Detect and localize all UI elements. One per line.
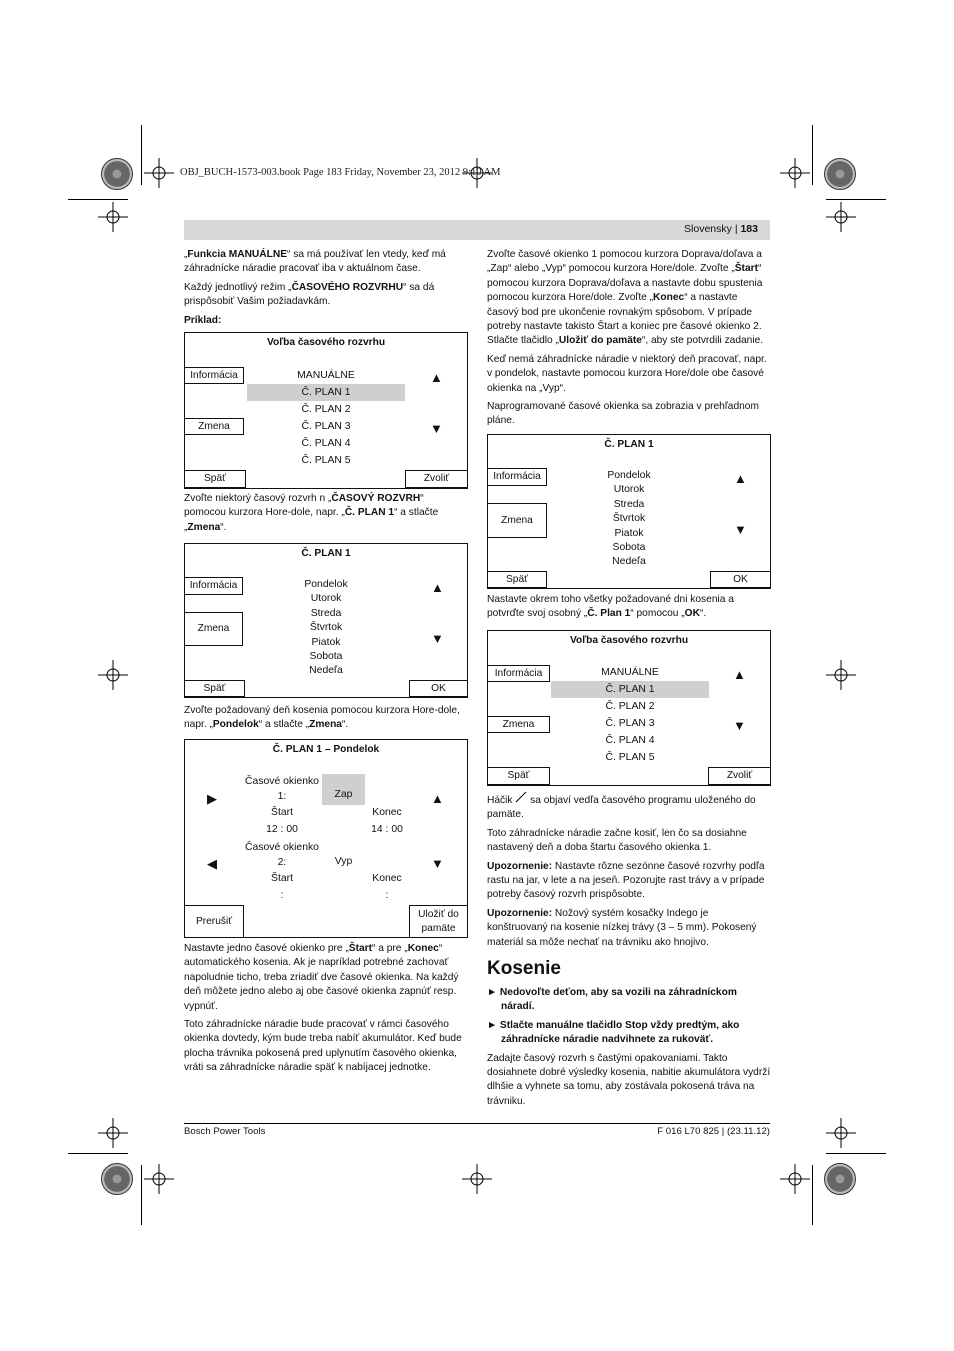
left-column-text-2 [184,492,468,539]
crop-mark-icon [780,1164,810,1194]
schedule-item[interactable]: Č. PLAN 3 [301,421,351,432]
info-button[interactable]: Informácia [184,577,243,595]
left-column-text-4 [184,942,468,1080]
paragraph: Toto záhradnícke náradie začne kosiť, len čo sa dosiahne nastavený deň a doba štartu časového okienka 1. [487,827,747,854]
window2-label: Časové okienko 2: [245,842,319,868]
ok-button[interactable]: OK [409,680,468,697]
arrow-up-icon[interactable]: ▲ [431,791,444,806]
end-label: Konec [372,807,402,818]
schedule-item[interactable]: Č. PLAN 4 [301,438,351,449]
trim-line [826,199,886,200]
paragraph: Zadajte časový rozvrh s častými opakovaniami. Takto dosiahnete dobré výsledky kosenia, nabitie akumulátora vydrží dlhšie a vyhnete sa tomu, aby zostávala pokosená tráva na trávniku. [487,1052,771,1107]
day-item[interactable]: Utorok [310,593,342,605]
arrow-down-icon[interactable]: ▼ [430,421,443,436]
paragraph: Upozornenie: Nožový systém kosačky Indego je konštruovaný na kosenie nízkej trávy (3 – 5 mm). Pokosený materiál sa môže nechať na trávniku ako hnojivo. [487,907,757,948]
change-button[interactable]: Zmena [487,503,547,538]
crop-mark-icon [98,202,128,232]
day-item[interactable]: Streda [613,498,645,510]
crop-mark-icon [144,158,174,188]
crop-mark-icon [462,1164,492,1194]
back-button[interactable]: Späť [487,571,547,588]
screen-day-time-windows [184,739,468,938]
day-item[interactable]: Streda [310,607,342,619]
back-button[interactable]: Späť [184,680,245,697]
crop-mark-icon [826,202,856,232]
back-button[interactable]: Späť [184,470,246,488]
registration-seal-icon [824,158,856,190]
screen-plan-days [184,543,468,698]
warning-item: ► Nedovoľte deťom, aby sa vozili na záhradníckom náradí. [487,987,737,1013]
paragraph: Zvoľte niektorý časový rozvrh n „ČASOVÝ ROZVRH“ pomocou kurzora Hore-dole, napr. „Č. PLAN 1“ a stlačte „Zmena“. [184,493,439,533]
select-button[interactable]: Zvoliť [405,470,468,488]
arrow-down-icon[interactable]: ▼ [734,522,747,537]
schedule-item[interactable]: MANUÁLNE [601,667,659,678]
book-header: OBJ_BUCH-1573-003.book Page 183 Friday, November 23, 2012 9:10 AM [180,167,501,178]
screen-title: Voľba časového rozvrhu [569,635,689,646]
start-time-2[interactable]: : [280,890,284,901]
arrow-up-icon[interactable]: ▲ [431,580,444,595]
crop-mark-icon [144,1164,174,1194]
paragraph: Nastavte jedno časové okienko pre „Štart“ a pre „Konec“ automatického kosenia. Ak je napríklad potrebné zachovať napoludnie ticho, treba zriadiť dve časové okienka. Na každý deň môžete jedno alebo aj obe časové okienka zapnúť resp. vypnúť. [184,943,459,1012]
day-item[interactable]: Piatok [311,636,341,648]
footer-left: Bosch Power Tools [184,1126,266,1137]
arrow-right-icon[interactable]: ▶ [207,791,217,806]
schedule-item[interactable]: Č. PLAN 3 [605,718,655,729]
day-item[interactable]: Pondelok [607,470,651,481]
arrow-up-icon[interactable]: ▲ [734,471,747,486]
crop-mark-icon [98,660,128,690]
end-time-2[interactable]: : [385,890,389,901]
window1-label: Časové okienko 1: [245,776,319,802]
change-button[interactable]: Zmena [487,716,550,733]
screen-title: Voľba časového rozvrhu [266,337,386,348]
trim-line [141,125,142,185]
day-item[interactable]: Pondelok [304,579,348,590]
cancel-button[interactable]: Prerušiť [184,905,244,938]
screen-title: Č. PLAN 1 [301,548,351,559]
day-item[interactable]: Piatok [614,527,644,539]
footer-right: F 016 L70 825 | (23.11.12) [657,1126,770,1137]
registration-seal-icon [101,158,133,190]
day-item[interactable]: Štvrtok [612,513,646,525]
start-time-1[interactable]: 12 : 00 [266,824,298,835]
select-button[interactable]: Zvoliť [708,767,771,785]
trim-line [812,1165,813,1225]
paragraph: Zvoľte požadovaný deň kosenia pomocou kurzora Hore-dole, napr. „Pondelok“ a stlačte „Zmena“. [184,705,460,731]
arrow-down-icon[interactable]: ▼ [733,718,746,733]
start-label: Štart [271,807,293,818]
trim-line [812,125,813,185]
arrow-down-icon[interactable]: ▼ [431,631,444,646]
warning-item: ► Stlačte manuálne tlačidlo Stop vždy predtým, ako záhradnícke náradie nadvihnete za rukoväť. [487,1019,740,1046]
trim-line [68,1153,128,1154]
trim-line [68,199,128,200]
paragraph: Každý jednotlivý režim „ČASOVÉHO ROZVRHU“ sa dá prispôsobiť Vašim požiadavkám. [184,281,435,308]
crop-mark-icon [98,1118,128,1148]
paragraph: Keď nemá záhradnícke náradie v niektorý deň pracovať, napr. v pondelok, nastavte pomocou kurzora Hore/dole obe časové okienka na „Vyp“. [487,353,767,394]
trim-line [141,1165,142,1225]
day-item[interactable]: Utorok [613,484,645,496]
info-button[interactable]: Informácia [487,468,547,486]
running-header: Slovensky | 183 [184,220,770,240]
end-time-1[interactable]: 14 : 00 [371,824,403,835]
day-item[interactable]: Sobota [309,651,343,663]
day-item[interactable]: Sobota [612,542,646,554]
window1-state[interactable]: Zap [322,774,365,805]
schedule-item-selected[interactable]: Č. PLAN 1 [551,681,709,698]
screen-schedule-selection-right [487,630,771,786]
registration-seal-icon [824,1163,856,1195]
right-column-text-4 [487,986,771,1113]
left-column [184,248,468,332]
schedule-item-selected[interactable]: Č. PLAN 1 [247,384,405,401]
schedule-item[interactable]: Č. PLAN 4 [605,735,655,746]
checkmark-icon [515,791,527,808]
paragraph: Nastavte okrem toho všetky požadované dni kosenia a potvrďte svoj osobný „Č. Plan 1“ pomocou „OK“. [487,594,734,620]
schedule-item[interactable]: Č. PLAN 5 [605,752,655,763]
schedule-item[interactable]: Č. PLAN 2 [301,404,351,415]
paragraph: „Funkcia MANUÁLNE“ sa má používať len vtedy, keď má záhradnícke náradie pracovať iba v aktuálnom čase. [184,249,446,275]
header-language: Slovensky [684,223,732,235]
day-item[interactable]: Štvrtok [309,622,343,634]
crop-mark-icon [826,660,856,690]
paragraph: Háčik sa objaví vedľa časového programu uloženého do pamäte. [487,791,771,823]
schedule-item[interactable]: Č. PLAN 2 [605,701,655,712]
back-button[interactable]: Späť [487,767,550,785]
day-list[interactable] [568,469,690,570]
page-number: 183 [740,223,758,235]
right-column-text-3 [487,791,771,954]
schedule-item[interactable]: MANUÁLNE [297,370,355,381]
screen-schedule-selection [184,332,468,489]
arrow-down-icon[interactable]: ▼ [431,856,444,871]
arrow-up-icon[interactable]: ▲ [430,370,443,385]
day-list[interactable] [265,578,387,679]
start-label: Štart [271,873,293,884]
footer-divider [184,1123,770,1124]
paragraph: Naprogramované časové okienka sa zobrazia v prehľadnom pláne. [487,401,759,427]
info-button[interactable]: Informácia [487,665,550,682]
example-label: Príklad: [184,314,222,326]
change-button[interactable]: Zmena [184,612,243,646]
window2-state[interactable]: Vyp [334,856,353,867]
right-column [487,248,771,433]
registration-seal-icon [101,1163,133,1195]
info-button[interactable]: Informácia [184,367,244,384]
trim-line [826,1153,886,1154]
save-button[interactable]: Uložiť do pamäte [409,905,468,938]
paragraph: Upozornenie: Nastavte rôzne sezónne časové rozvrhy podľa rastu na jar, v lete a na jeseň. Pozorujte rast trávy a v prípade potreby časový rozvrh prispôsobte. [487,860,765,901]
change-button[interactable]: Zmena [184,418,244,435]
crop-mark-icon [826,1118,856,1148]
paragraph: Zvoľte časové okienko 1 pomocou kurzora Doprava/doľava a „Zap“ alebo „Vyp“ pomocou kurzora Hore/dole. Zvoľte „Štart“ pomocou kurzora Doprava/doľava a nastavte dobu spustenia pomocou kurzora Hore/dole. Zvoľte „Konec“ a nastavte časový bod pre ukončenie rovnakým spôsobom. V prípade potreby nastavte takisto Štart a koniec pre časové okienko 2. Stlačte tlačidlo „Uložiť do pamäte“, aby ste potvrdili zadanie. [487,249,764,347]
paragraph: Toto záhradnícke náradie bude pracovať v rámci časového okienka dovtedy, kým bude treba nabíť akumulátor. Keď bude plocha trávnika pokosená pred uplynutím časového okienka, vráti sa záhradnícke náradie späť k nabíjacej jednotke. [184,1019,462,1074]
arrow-up-icon[interactable]: ▲ [733,667,746,682]
day-item[interactable]: Nedeľa [612,556,646,568]
screen-plan-days-right [487,434,771,589]
screen-title: Č. PLAN 1 – Pondelok [272,744,380,755]
screen-title: Č. PLAN 1 [604,439,654,450]
left-column-text-3 [184,704,468,737]
schedule-item[interactable]: Č. PLAN 5 [301,455,351,466]
ok-button[interactable]: OK [710,571,771,588]
section-heading: Kosenie [487,958,561,979]
day-item[interactable]: Nedeľa [309,665,343,677]
crop-mark-icon [780,158,810,188]
arrow-left-icon[interactable]: ◀ [207,856,217,871]
right-column-text-2 [487,593,771,626]
end-label: Konec [372,873,402,884]
